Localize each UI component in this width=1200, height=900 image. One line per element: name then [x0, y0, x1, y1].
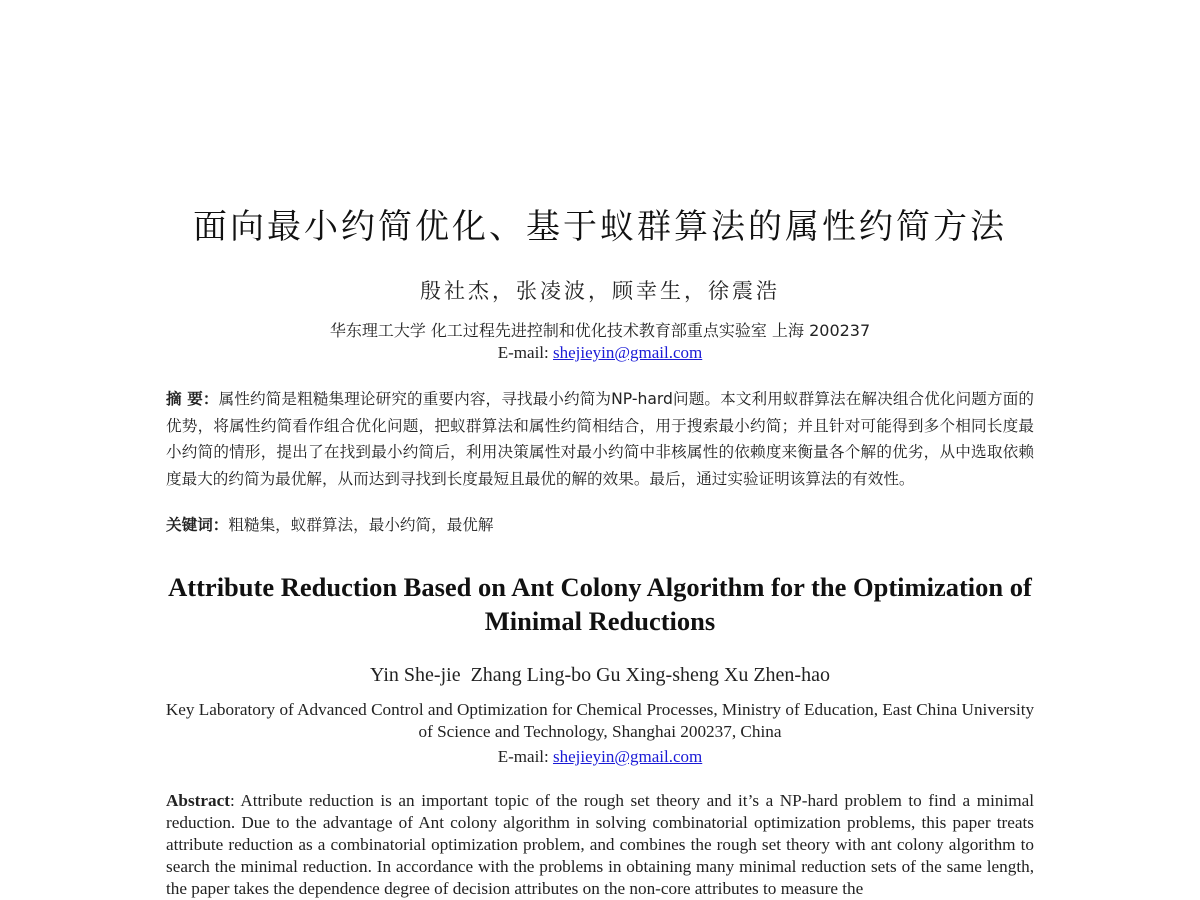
chinese-email-line [0, 342, 1200, 364]
chinese-authors: 殷社杰，张凌波，顾幸生，徐震浩 [420, 279, 780, 303]
email-link-en[interactable]: shejieyin@gmail.com [552, 747, 703, 766]
email-label-en: E-mail: [497, 747, 549, 766]
email-label: E-mail: [497, 343, 549, 362]
english-abstract-text: : Attribute reduction is an important topic of the rough set theory and it’s a NP-hard problem to find a minimal reduction. Due to the advantage of Ant colony algorithm in solving combinatorial optimization problems, this paper treats attribute reduction as a combinatorial optimization problem, and combines the rough set theory with ant colony algorithm to search the minimal reduction. In accordance with the problems in obtaining many minimal reduction sets of the same length, the paper takes the dependence degree of decision attributes on the non-core attributes to measure the [166, 791, 1034, 898]
chinese-keywords-label: 关键词： [166, 516, 229, 534]
chinese-title: 面向最小约简优化、基于蚁群算法的属性约简方法 [193, 207, 1007, 247]
english-abstract [166, 790, 1034, 900]
chinese-affiliation: 华东理工大学 化工过程先进控制和优化技术教育部重点实验室 上海 200237 [329, 321, 871, 340]
english-email-line [0, 746, 1200, 768]
chinese-abstract-text: 属性约简是粗糙集理论研究的重要内容，寻找最小约简为NP-hard问题。本文利用蚁群算法在解决组合优化问题方面的优势，将属性约简看作组合优化问题，把蚁群算法和属性约简相结合，用于搜索最小约简；并且针对可能得到多个相同长度最小约简的情形，提出了在找到最小约简后，利用决策属性对最小约简中非核属性的依赖度来衡量各个解的优劣，从中选取依赖度最大的约简为最优解，从而达到寻找到长度最短且最优的解的效果。最后，通过实验证明该算法的有效性。 [166, 390, 1035, 488]
chinese-abstract-label: 摘 要： [166, 390, 219, 408]
chinese-keywords [166, 512, 1034, 538]
english-abstract-label: Abstract [166, 791, 230, 810]
english-title: Attribute Reduction Based on Ant Colony Algorithm for the Optimization of Minimal Reductions [168, 572, 1032, 636]
email-link[interactable]: shejieyin@gmail.com [552, 343, 703, 362]
chinese-abstract [166, 386, 1034, 492]
english-authors: Yin She-jie Zhang Ling-bo Gu Xing-sheng Xu Zhen-hao [370, 664, 830, 686]
english-affiliation: Key Laboratory of Advanced Control and Optimization for Chemical Processes, Ministry of Education, East China University of Science and Technology, Shanghai 200237, China [165, 700, 1035, 741]
chinese-keywords-text: 粗糙集，蚁群算法，最小约简，最优解 [228, 516, 494, 534]
